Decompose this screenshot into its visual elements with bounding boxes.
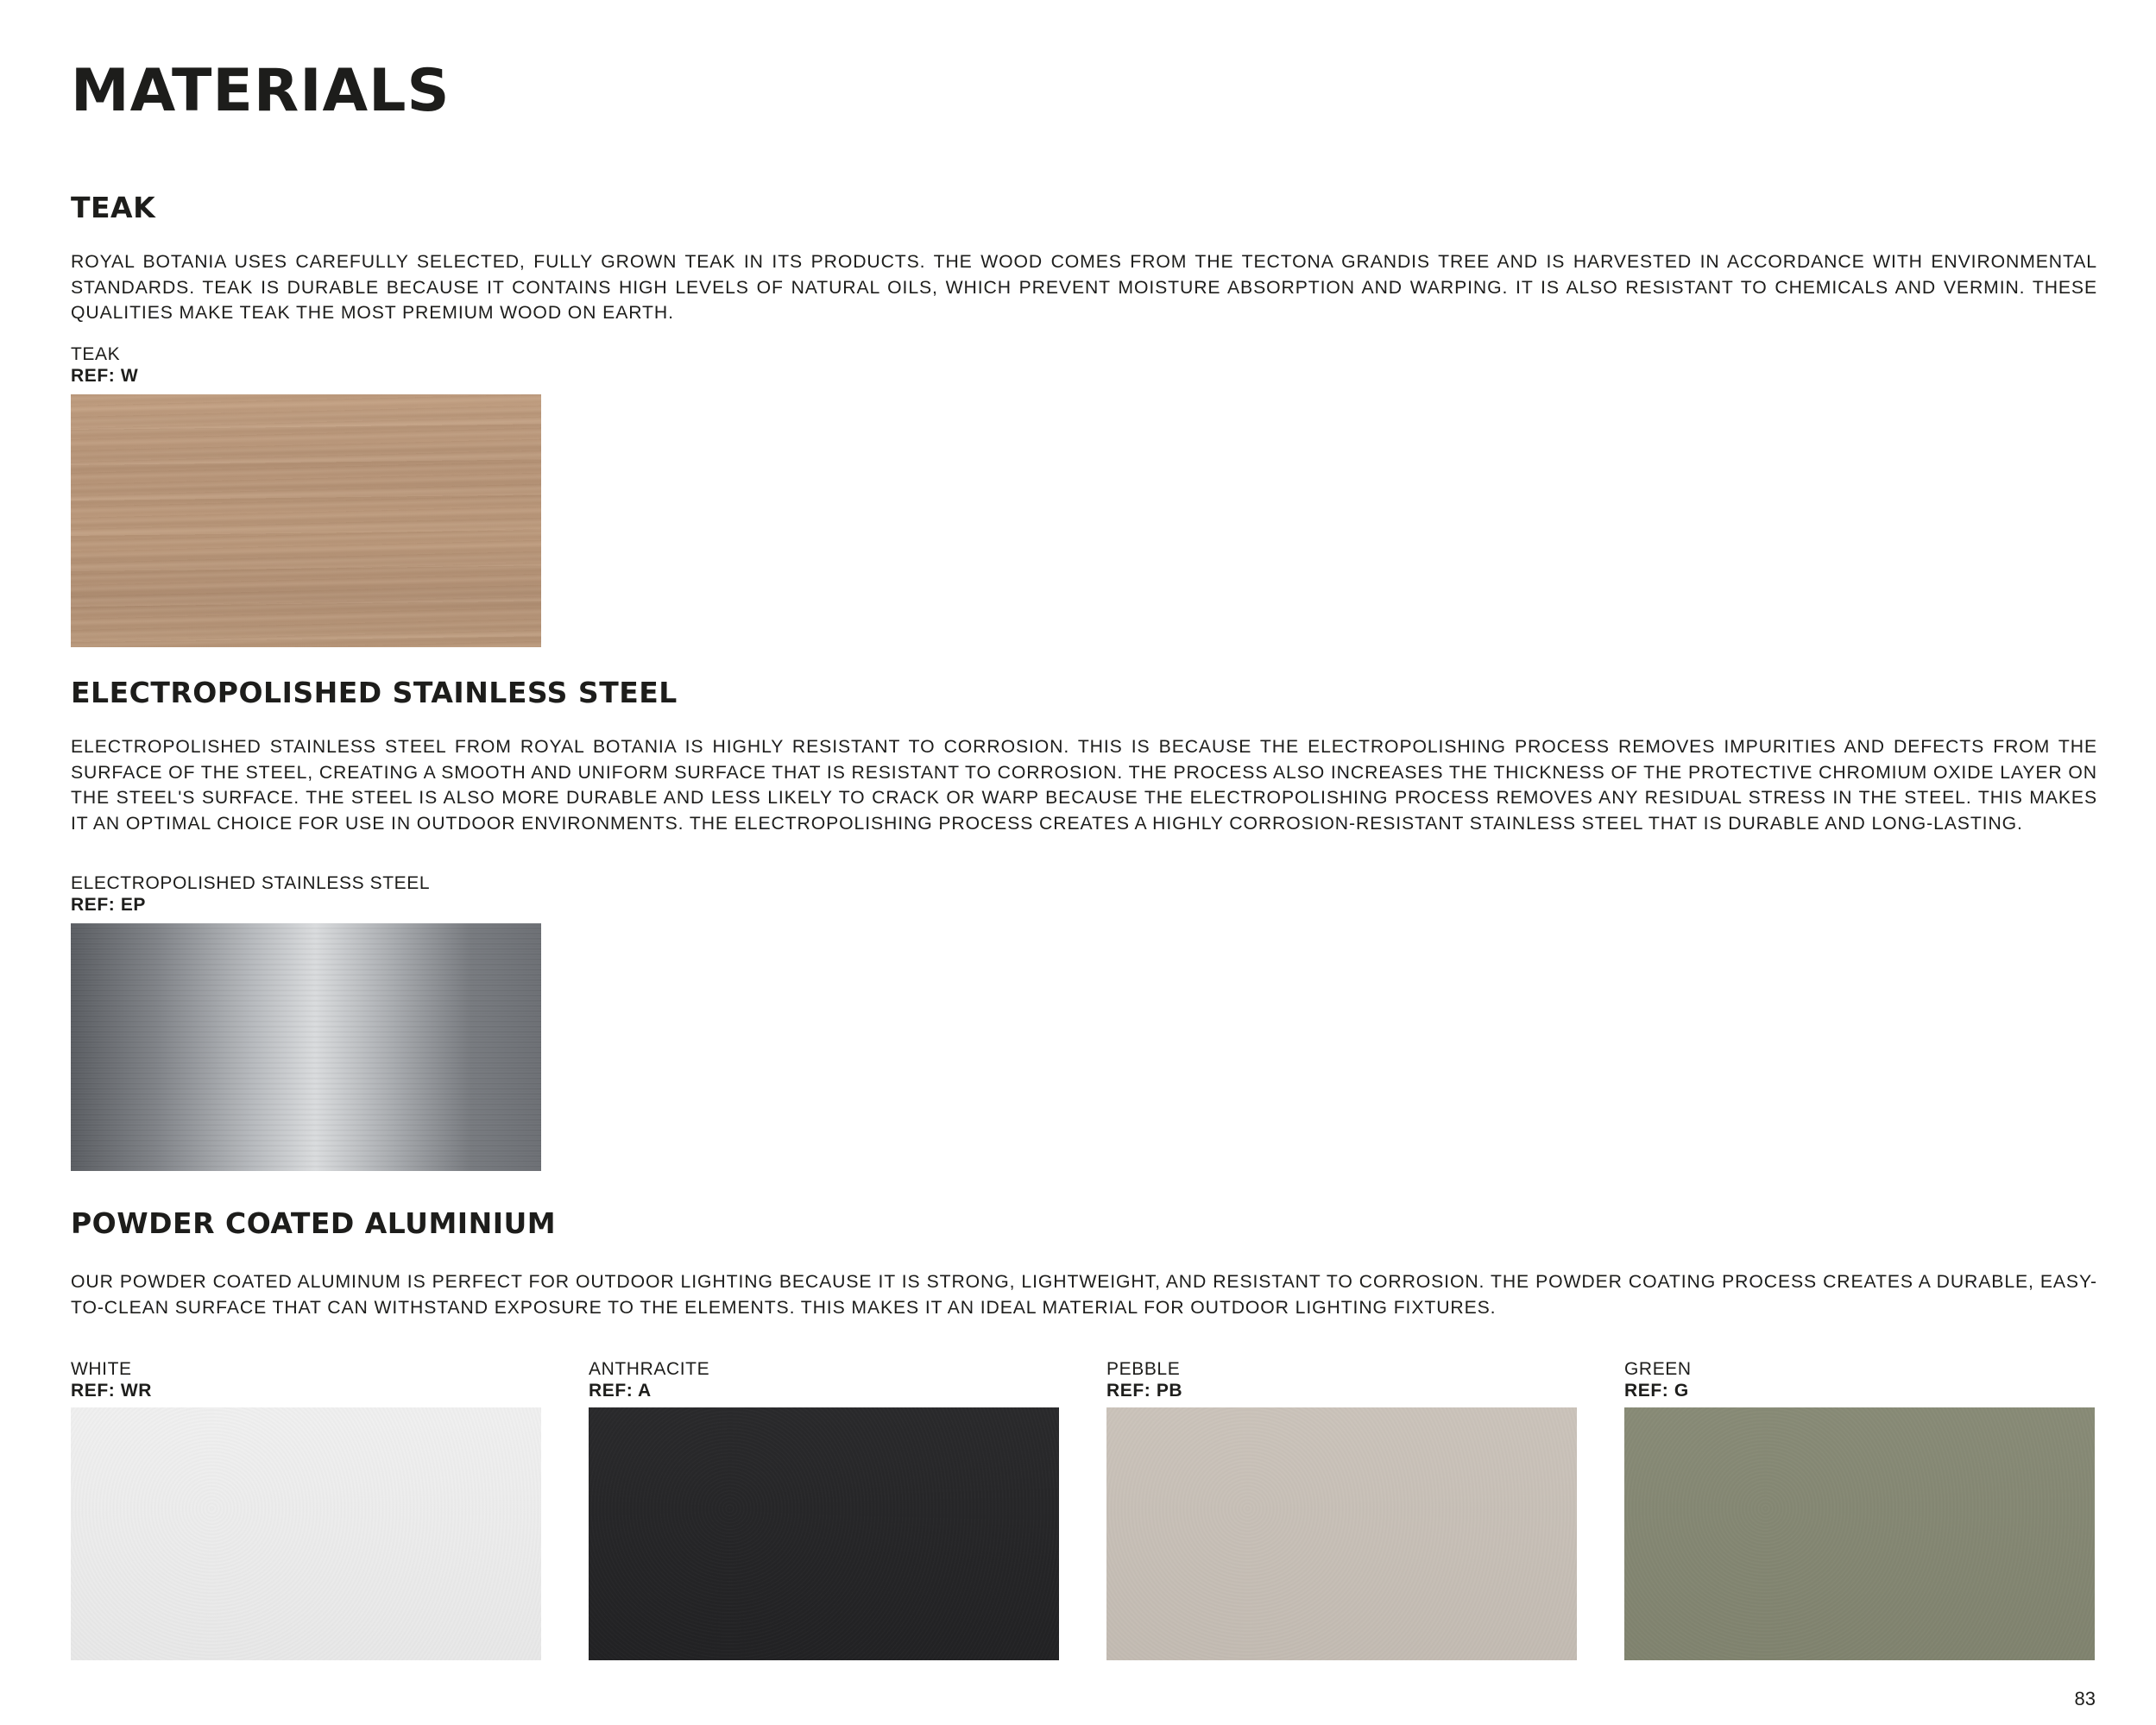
white-swatch-name: WHITE <box>71 1359 132 1379</box>
green-swatch-name: GREEN <box>1624 1359 1692 1379</box>
teak-swatch-name: TEAK <box>71 344 121 364</box>
teak-heading: TEAK <box>71 191 156 224</box>
anthracite-swatch-name: ANTHRACITE <box>589 1359 710 1379</box>
teak-swatch <box>71 394 541 647</box>
anthracite-swatch-ref: REF: A <box>589 1381 652 1401</box>
white-swatch-ref: REF: WR <box>71 1381 153 1401</box>
pebble-swatch-name: PEBBLE <box>1106 1359 1181 1379</box>
steel-heading: ELECTROPOLISHED STAINLESS STEEL <box>71 676 678 709</box>
pebble-swatch <box>1106 1407 1577 1660</box>
white-swatch <box>71 1407 541 1660</box>
green-swatch <box>1624 1407 2095 1660</box>
page-title: MATERIALS <box>71 57 451 125</box>
teak-swatch-ref: REF: W <box>71 366 139 386</box>
teak-description: ROYAL BOTANIA USES CAREFULLY SELECTED, FULLY GROWN TEAK IN ITS PRODUCTS. THE WOOD COMES FROM THE TECTONA GRANDIS TREE AND IS HARVESTED IN ACCORDANCE WITH ENVIRONMENTAL STANDARDS. TEAK IS DURABLE BECAUSE IT CONTAINS HIGH LEVELS OF NATURAL OILS, WHICH PREVENT MOISTURE ABSORPTION AND WARPING. IT IS ALSO RESISTANT TO CHEMICALS AND VERMIN. THESE QUALITIES MAKE TEAK THE MOST PREMIUM WOOD ON EARTH. <box>71 252 2097 324</box>
aluminium-heading: POWDER COATED ALUMINIUM <box>71 1206 557 1240</box>
pebble-swatch-ref: REF: PB <box>1106 1381 1183 1401</box>
page-number: 83 <box>2074 1688 2096 1709</box>
steel-description: ELECTROPOLISHED STAINLESS STEEL FROM ROYAL BOTANIA IS HIGHLY RESISTANT TO CORROSION. THIS IS BECAUSE THE ELECTROPOLISHING PROCESS REMOVES IMPURITIES AND DEFECTS FROM THE SURFACE OF THE STEEL, CREATING A SMOOTH AND UNIFORM SURFACE THAT IS RESISTANT TO CORROSION. THE PROCESS ALSO INCREASES THE THICKNESS OF THE PROTECTIVE CHROMIUM OXIDE LAYER ON THE STEEL'S SURFACE. THE STEEL IS ALSO MORE DURABLE AND LESS LIKELY TO CRACK OR WARP BECAUSE THE ELECTROPOLISHING PROCESS REMOVES ANY RESIDUAL STRESS IN THE STEEL. THIS MAKES IT AN OPTIMAL CHOICE FOR USE IN OUTDOOR ENVIRONMENTS. THE ELECTROPOLISHING PROCESS CREATES A HIGHLY CORROSION-RESISTANT STAINLESS STEEL THAT IS DURABLE AND LONG-LASTING. <box>71 737 2097 834</box>
steel-swatch-ref: REF: EP <box>71 895 147 915</box>
green-swatch-ref: REF: G <box>1624 1381 1689 1401</box>
aluminium-description: OUR POWDER COATED ALUMINUM IS PERFECT FOR OUTDOOR LIGHTING BECAUSE IT IS STRONG, LIGHTWEIGHT, AND RESISTANT TO CORROSION. THE POWDER COATING PROCESS CREATES A DURABLE, EASY-TO-CLEAN SURFACE THAT CAN WITHSTAND EXPOSURE TO THE ELEMENTS. THIS MAKES IT AN IDEAL MATERIAL FOR OUTDOOR LIGHTING FIXTURES. <box>71 1272 2097 1318</box>
anthracite-swatch <box>589 1407 1059 1660</box>
steel-swatch <box>71 923 541 1171</box>
steel-swatch-name: ELECTROPOLISHED STAINLESS STEEL <box>71 873 431 893</box>
